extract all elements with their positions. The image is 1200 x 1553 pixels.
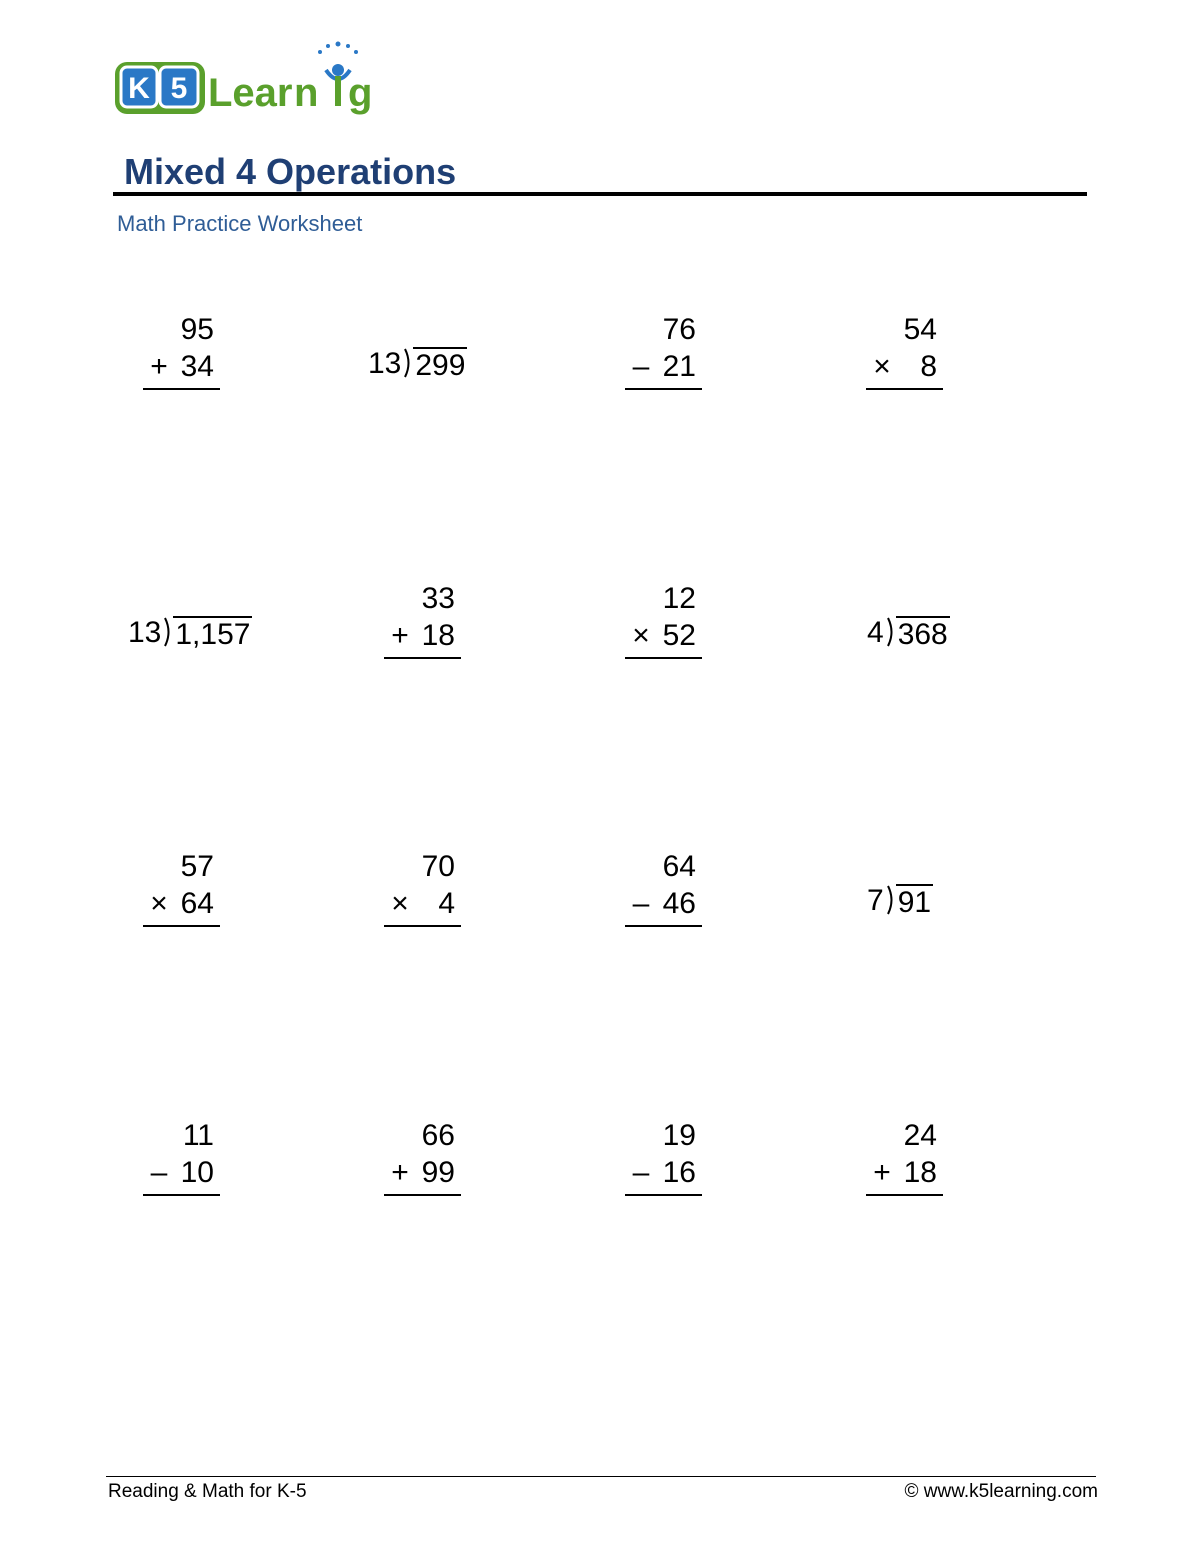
vertical-problem xyxy=(384,580,461,659)
division-bracket-icon xyxy=(163,614,173,648)
division-bracket-icon xyxy=(886,882,896,916)
vertical-problem xyxy=(625,311,702,390)
dividend: 1,157 xyxy=(175,618,251,651)
bottom-number: 8 xyxy=(920,350,937,383)
operator-sign: × xyxy=(632,619,650,652)
vertical-problem xyxy=(625,1117,702,1196)
bottom-line xyxy=(625,1154,702,1191)
bottom-number: 99 xyxy=(421,1156,455,1189)
long-division-problem xyxy=(867,882,933,922)
operator-sign: + xyxy=(873,1156,891,1189)
operator-sign: × xyxy=(150,887,168,920)
top-number: 76 xyxy=(662,313,696,346)
division-bracket-icon xyxy=(403,345,413,379)
bottom-line xyxy=(143,1154,220,1191)
divisor: 4 xyxy=(867,616,884,649)
vertical-problem xyxy=(143,311,220,390)
k5-learning-logo xyxy=(112,40,412,120)
bottom-line xyxy=(384,1154,461,1191)
bottom-number: 18 xyxy=(903,1156,937,1189)
operator-sign: + xyxy=(391,619,409,652)
svg-text:Lear: Lear xyxy=(208,71,293,115)
vertical-problem xyxy=(384,848,461,927)
bottom-line xyxy=(143,885,220,922)
answer-rule xyxy=(384,657,461,659)
vertical-problem xyxy=(143,1117,220,1196)
operator-sign: × xyxy=(391,887,409,920)
dividend: 368 xyxy=(897,618,948,651)
operator-sign: – xyxy=(632,1156,650,1189)
top-number: 70 xyxy=(421,850,455,883)
top-number: 11 xyxy=(182,1119,214,1152)
dividend: 299 xyxy=(415,349,466,382)
top-number: 54 xyxy=(903,313,937,346)
top-number: 66 xyxy=(421,1119,455,1152)
footer-tagline: Reading & Math for K-5 xyxy=(108,1481,307,1502)
answer-rule xyxy=(143,925,220,927)
answer-rule xyxy=(384,1194,461,1196)
answer-rule xyxy=(143,1194,220,1196)
page-subtitle: Math Practice Worksheet xyxy=(117,211,363,236)
vertical-problem xyxy=(625,580,702,659)
operator-sign: + xyxy=(391,1156,409,1189)
operator-sign: × xyxy=(873,350,891,383)
bottom-number: 52 xyxy=(662,619,696,652)
long-division-problem xyxy=(368,345,467,385)
divisor: 7 xyxy=(867,884,884,917)
bottom-line xyxy=(625,617,702,654)
bottom-number: 10 xyxy=(180,1156,214,1189)
divisor: 13 xyxy=(128,616,162,649)
bottom-line xyxy=(625,885,702,922)
title-divider xyxy=(113,192,1087,196)
top-number: 12 xyxy=(662,582,696,615)
top-number: 64 xyxy=(662,850,696,883)
operator-sign: + xyxy=(150,350,168,383)
svg-text:g: g xyxy=(348,71,373,115)
operator-sign: – xyxy=(632,887,650,920)
answer-rule xyxy=(625,657,702,659)
footer-website: © www.k5learning.com xyxy=(904,1481,1098,1502)
vertical-problem xyxy=(866,1117,943,1196)
bottom-number: 46 xyxy=(662,887,696,920)
footer-divider xyxy=(106,1476,1096,1477)
operator-sign: – xyxy=(632,350,650,383)
answer-rule xyxy=(625,1194,702,1196)
long-division-problem xyxy=(128,614,252,654)
svg-text:n: n xyxy=(294,71,319,115)
vertical-problem xyxy=(384,1117,461,1196)
bottom-line xyxy=(625,348,702,385)
dividend: 91 xyxy=(897,886,932,919)
bottom-line xyxy=(866,348,943,385)
top-number: 95 xyxy=(180,313,214,346)
svg-text:K: K xyxy=(128,72,150,105)
bottom-number: 18 xyxy=(421,619,455,652)
bottom-line xyxy=(384,617,461,654)
answer-rule xyxy=(625,925,702,927)
division-bracket-icon xyxy=(886,614,896,648)
top-number: 57 xyxy=(180,850,214,883)
page-title: Mixed 4 Operations xyxy=(124,151,457,192)
bottom-line xyxy=(143,348,220,385)
top-number: 33 xyxy=(421,582,455,615)
answer-rule xyxy=(866,1194,943,1196)
vertical-problem xyxy=(866,311,943,390)
svg-text:5: 5 xyxy=(170,72,188,105)
long-division-problem xyxy=(867,614,950,654)
answer-rule xyxy=(866,388,943,390)
bottom-number: 4 xyxy=(438,887,455,920)
bottom-line xyxy=(866,1154,943,1191)
answer-rule xyxy=(625,388,702,390)
vertical-problem xyxy=(143,848,220,927)
top-number: 24 xyxy=(903,1119,937,1152)
top-number: 19 xyxy=(662,1119,696,1152)
operator-sign: – xyxy=(150,1156,168,1189)
bottom-line xyxy=(384,885,461,922)
bottom-number: 64 xyxy=(180,887,214,920)
bottom-number: 21 xyxy=(662,350,696,383)
vertical-problem xyxy=(625,848,702,927)
bottom-number: 34 xyxy=(180,350,214,383)
answer-rule xyxy=(143,388,220,390)
answer-rule xyxy=(384,925,461,927)
divisor: 13 xyxy=(368,347,402,380)
bottom-number: 16 xyxy=(662,1156,696,1189)
